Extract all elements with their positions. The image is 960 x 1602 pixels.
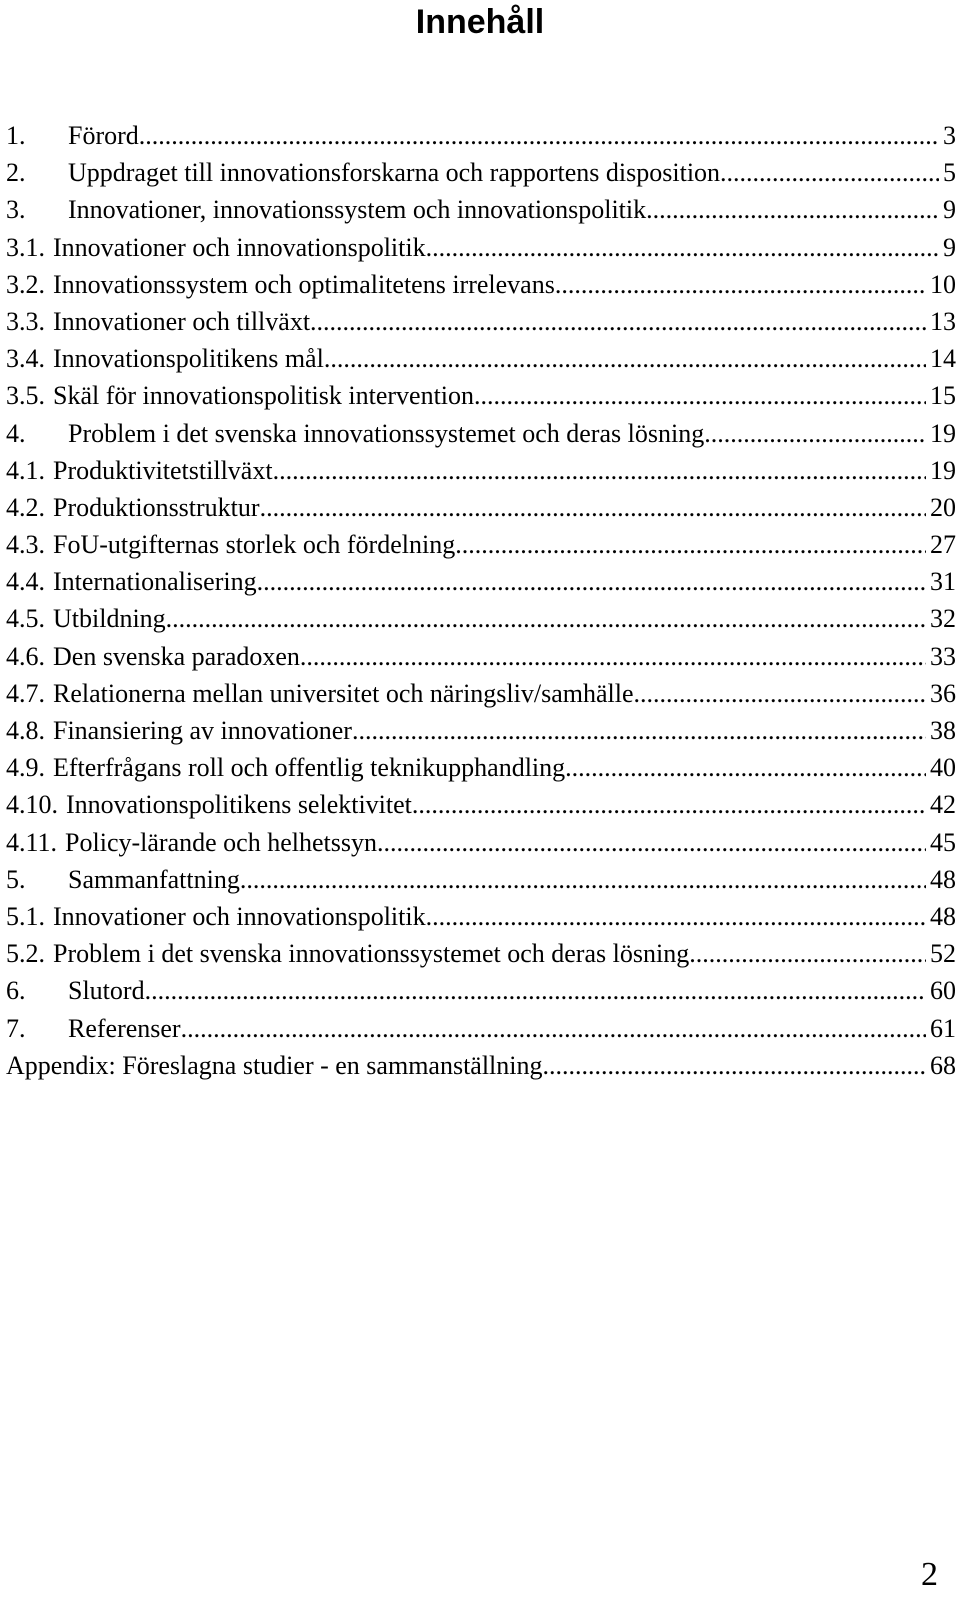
toc-entry[interactable] — [6, 526, 956, 563]
dot-leader — [720, 154, 939, 191]
toc-entry-page: 60 — [930, 976, 956, 1006]
toc-entry[interactable] — [6, 712, 956, 749]
toc-entry[interactable] — [6, 340, 956, 377]
toc-entry-page: 48 — [930, 864, 956, 894]
toc-entry-page: 13 — [930, 306, 956, 336]
toc-entry-number: 5. — [6, 864, 26, 894]
toc-entry-label: Sammanfattning — [68, 864, 240, 894]
toc-entry-number: 4.5. — [6, 604, 45, 634]
dot-leader — [646, 191, 939, 228]
toc-entry-page: 45 — [930, 827, 956, 857]
dot-leader — [310, 303, 926, 340]
toc-entry-label: Finansiering av innovationer — [53, 716, 352, 745]
toc-entry-label: Innovationer och innovationspolitik — [53, 232, 426, 262]
dot-leader — [181, 1010, 926, 1047]
toc-entry-page: 42 — [930, 790, 956, 820]
toc-entry-number: 4.9. — [6, 753, 45, 783]
toc-entry-label: Problem i det svenska innovationssystemet och deras lösning — [53, 939, 690, 969]
toc-entry-page: 68 — [930, 1050, 956, 1080]
dot-leader — [260, 489, 926, 526]
toc-entry-label: Produktionsstruktur — [53, 492, 260, 522]
toc-entry-label: Den svenska paradoxen — [53, 641, 300, 671]
toc-entry-label: Appendix: Föreslagna studier - en sammanställning — [6, 1050, 543, 1080]
toc-entry-page: 61 — [930, 1013, 956, 1043]
toc-entry-number: 4.3. — [6, 530, 45, 560]
toc-entry[interactable] — [6, 377, 956, 414]
dot-leader — [166, 600, 926, 637]
toc-entry-number: 3.3. — [6, 306, 45, 336]
toc-entry-number: 4.11. — [6, 827, 58, 857]
toc-entry-page: 52 — [930, 939, 956, 969]
toc-entry-page: 40 — [930, 753, 956, 783]
dot-leader — [377, 824, 926, 861]
toc-entry-label: FoU-utgifternas storlek och fördelning — [53, 530, 456, 560]
dot-leader — [352, 712, 926, 749]
toc-entry[interactable] — [6, 266, 956, 303]
toc-entry-number: 1. — [6, 121, 26, 150]
dot-leader — [455, 526, 926, 563]
toc-entry-number: 3.4. — [6, 344, 45, 374]
toc-entry-label: Internationalisering — [53, 567, 257, 597]
dot-leader — [543, 1047, 926, 1084]
toc-entry[interactable] — [6, 786, 956, 823]
toc-entry-label: Skäl för innovationspolitisk intervention — [53, 381, 475, 411]
dot-leader — [474, 377, 926, 414]
toc-entry-page: 38 — [930, 716, 956, 745]
toc-entry-page: 32 — [930, 604, 956, 634]
toc-entry-page: 9 — [943, 195, 956, 225]
toc-entry-page: 3 — [943, 121, 956, 150]
dot-leader — [426, 229, 939, 266]
dot-leader — [139, 117, 939, 154]
page-number: 2 — [921, 1556, 938, 1593]
toc-entry[interactable] — [6, 972, 956, 1009]
toc-entry-number: 4. — [6, 418, 26, 448]
toc-entry-page: 5 — [943, 158, 956, 188]
toc-entry-label: Innovationssystem och optimalitetens irrelevans — [53, 269, 555, 299]
toc-entry[interactable] — [6, 675, 956, 712]
toc-entry[interactable] — [6, 638, 956, 675]
toc-entry[interactable] — [6, 563, 956, 600]
toc-entry-page: 36 — [930, 678, 956, 708]
toc-entry-number: 3.5. — [6, 381, 45, 411]
toc-entry[interactable] — [6, 600, 956, 637]
toc-entry[interactable] — [6, 824, 956, 861]
dot-leader — [300, 638, 926, 675]
toc-entry-page: 33 — [930, 641, 956, 671]
toc-entry[interactable] — [6, 117, 956, 154]
toc-entry-label: Innovationspolitikens selektivitet — [66, 790, 412, 820]
toc-entry-number: 3.2. — [6, 269, 45, 299]
toc-entry-label: Innovationer och tillväxt — [53, 306, 311, 336]
toc-entry-number: 7. — [6, 1013, 26, 1043]
toc-entry-label: Förord — [68, 121, 139, 150]
toc-entry-number: 4.2. — [6, 492, 45, 522]
toc-entry[interactable] — [6, 749, 956, 786]
toc-entry-page: 48 — [930, 901, 956, 931]
toc-entry-page: 10 — [930, 269, 956, 299]
toc-entry-page: 31 — [930, 567, 956, 597]
dot-leader — [412, 786, 926, 823]
toc-entry-page: 19 — [930, 455, 956, 485]
dot-leader — [240, 861, 926, 898]
toc-entry-label: Efterfrågans roll och offentlig teknikupphandling — [53, 753, 566, 783]
toc-entry-number: 4.10. — [6, 790, 58, 820]
toc-entry-page: 19 — [930, 418, 956, 448]
dot-leader — [145, 972, 926, 1009]
dot-leader — [689, 935, 926, 972]
toc-entry-page: 9 — [943, 232, 956, 262]
toc-entry-number: 4.4. — [6, 567, 45, 597]
toc-entry-label: Innovationer, innovationssystem och innovationspolitik — [68, 195, 647, 225]
toc-entry-label: Slutord — [68, 976, 145, 1006]
toc-entry-label: Relationerna mellan universitet och näringsliv/samhälle — [53, 678, 634, 708]
toc-entry-number: 4.6. — [6, 641, 45, 671]
toc-entry-label: Produktivitetstillväxt — [53, 455, 273, 485]
toc-entry-page: 15 — [930, 381, 956, 411]
toc-entry-label: Innovationer och innovationspolitik — [53, 901, 426, 931]
toc-entry-label: Problem i det svenska innovationssystemet och deras lösning — [68, 418, 705, 448]
toc-entry[interactable] — [6, 415, 956, 452]
toc-entry[interactable] — [6, 303, 956, 340]
toc-entry[interactable] — [6, 489, 956, 526]
page-title: Innehåll — [415, 3, 545, 41]
dot-leader — [704, 415, 926, 452]
toc-entry[interactable] — [6, 861, 956, 898]
toc-entry-number: 3.1. — [6, 232, 45, 262]
toc-entry-number: 4.8. — [6, 716, 45, 745]
toc-entry-label: Uppdraget till innovationsforskarna och rapportens disposition — [68, 158, 721, 188]
toc-entry-label: Utbildning — [53, 604, 166, 634]
toc-entry-page: 20 — [930, 492, 956, 522]
toc-entry[interactable] — [6, 1047, 956, 1084]
toc-entry-label: Innovationspolitikens mål — [53, 344, 324, 374]
toc-entry-label: Referenser — [68, 1013, 181, 1043]
table-of-contents — [6, 117, 956, 1084]
dot-leader — [426, 898, 926, 935]
dot-leader — [555, 266, 926, 303]
toc-entry-number: 4.1. — [6, 455, 45, 485]
toc-entry[interactable] — [6, 154, 956, 191]
toc-entry-number: 5.2. — [6, 939, 45, 969]
toc-entry[interactable] — [6, 898, 956, 935]
toc-entry[interactable] — [6, 452, 956, 489]
toc-entry-number: 3. — [6, 195, 26, 225]
dot-leader — [565, 749, 926, 786]
toc-entry[interactable] — [6, 229, 956, 266]
dot-leader — [273, 452, 926, 489]
dot-leader — [634, 675, 927, 712]
toc-entry-page: 14 — [930, 344, 956, 374]
toc-entry-number: 4.7. — [6, 678, 45, 708]
toc-entry-number: 6. — [6, 976, 26, 1006]
dot-leader — [257, 563, 926, 600]
toc-entry-number: 5.1. — [6, 901, 45, 931]
toc-entry-label: Policy-lärande och helhetssyn — [65, 827, 377, 857]
dot-leader — [324, 340, 926, 377]
toc-entry[interactable] — [6, 191, 956, 228]
toc-entry-number: 2. — [6, 158, 26, 188]
toc-entry[interactable] — [6, 1010, 956, 1047]
toc-entry-page: 27 — [930, 530, 956, 560]
toc-entry[interactable] — [6, 935, 956, 972]
